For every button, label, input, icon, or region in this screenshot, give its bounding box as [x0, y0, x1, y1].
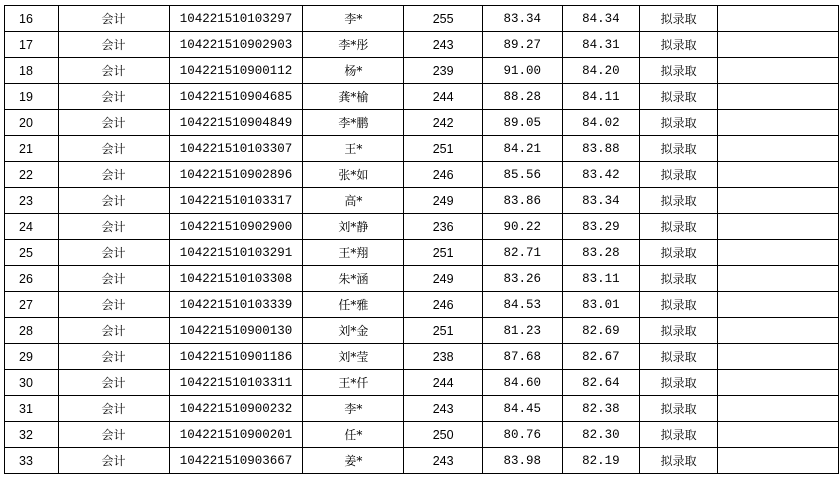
candidate-id-cell: 104221510103308: [169, 266, 303, 292]
note-cell: [717, 292, 838, 318]
candidate-name-cell: 任*: [303, 422, 404, 448]
table-row: [5, 136, 839, 162]
note-cell: [717, 32, 838, 58]
exam-score-cell: 242: [404, 110, 483, 136]
exam-score-cell: 243: [404, 448, 483, 474]
row-number-cell: 30: [5, 370, 59, 396]
table-row: [5, 84, 839, 110]
table-row: [5, 266, 839, 292]
candidate-name-cell: 张*如: [303, 162, 404, 188]
major-cell: 会计: [58, 58, 169, 84]
total-score-cell: 82.38: [562, 396, 640, 422]
candidate-name-cell: 刘*莹: [303, 344, 404, 370]
admission-table: [4, 5, 839, 474]
table-row: [5, 370, 839, 396]
row-number-cell: 33: [5, 448, 59, 474]
note-cell: [717, 6, 838, 32]
table-row: [5, 318, 839, 344]
row-number-cell: 22: [5, 162, 59, 188]
row-number-cell: 32: [5, 422, 59, 448]
table-row: [5, 58, 839, 84]
row-number-cell: 16: [5, 6, 59, 32]
major-cell: 会计: [58, 344, 169, 370]
status-cell: 拟录取: [640, 396, 718, 422]
exam-score-cell: 243: [404, 32, 483, 58]
candidate-name-cell: 高*: [303, 188, 404, 214]
exam-score-cell: 255: [404, 6, 483, 32]
candidate-id-cell: 104221510902900: [169, 214, 303, 240]
status-cell: 拟录取: [640, 266, 718, 292]
row-number-cell: 19: [5, 84, 59, 110]
total-score-cell: 83.28: [562, 240, 640, 266]
table-row: [5, 240, 839, 266]
major-cell: 会计: [58, 162, 169, 188]
note-cell: [717, 318, 838, 344]
table-row: [5, 32, 839, 58]
major-cell: 会计: [58, 318, 169, 344]
exam-score-cell: 236: [404, 214, 483, 240]
row-number-cell: 31: [5, 396, 59, 422]
status-cell: 拟录取: [640, 292, 718, 318]
note-cell: [717, 84, 838, 110]
interview-score-cell: 85.56: [482, 162, 562, 188]
candidate-name-cell: 杨*: [303, 58, 404, 84]
total-score-cell: 83.42: [562, 162, 640, 188]
status-cell: 拟录取: [640, 214, 718, 240]
status-cell: 拟录取: [640, 162, 718, 188]
interview-score-cell: 87.68: [482, 344, 562, 370]
total-score-cell: 82.69: [562, 318, 640, 344]
total-score-cell: 83.01: [562, 292, 640, 318]
interview-score-cell: 80.76: [482, 422, 562, 448]
major-cell: 会计: [58, 214, 169, 240]
interview-score-cell: 91.00: [482, 58, 562, 84]
status-cell: 拟录取: [640, 84, 718, 110]
table-row: [5, 214, 839, 240]
total-score-cell: 84.02: [562, 110, 640, 136]
candidate-id-cell: 104221510903667: [169, 448, 303, 474]
interview-score-cell: 89.27: [482, 32, 562, 58]
status-cell: 拟录取: [640, 110, 718, 136]
major-cell: 会计: [58, 396, 169, 422]
status-cell: 拟录取: [640, 344, 718, 370]
status-cell: 拟录取: [640, 188, 718, 214]
exam-score-cell: 251: [404, 136, 483, 162]
status-cell: 拟录取: [640, 422, 718, 448]
row-number-cell: 26: [5, 266, 59, 292]
candidate-id-cell: 104221510103291: [169, 240, 303, 266]
table-row: [5, 162, 839, 188]
interview-score-cell: 83.98: [482, 448, 562, 474]
candidate-id-cell: 104221510904685: [169, 84, 303, 110]
exam-score-cell: 251: [404, 318, 483, 344]
row-number-cell: 25: [5, 240, 59, 266]
major-cell: 会计: [58, 188, 169, 214]
status-cell: 拟录取: [640, 240, 718, 266]
major-cell: 会计: [58, 32, 169, 58]
exam-score-cell: 244: [404, 84, 483, 110]
major-cell: 会计: [58, 6, 169, 32]
total-score-cell: 84.31: [562, 32, 640, 58]
interview-score-cell: 82.71: [482, 240, 562, 266]
row-number-cell: 17: [5, 32, 59, 58]
status-cell: 拟录取: [640, 136, 718, 162]
candidate-name-cell: 姜*: [303, 448, 404, 474]
row-number-cell: 29: [5, 344, 59, 370]
total-score-cell: 83.34: [562, 188, 640, 214]
note-cell: [717, 344, 838, 370]
status-cell: 拟录取: [640, 448, 718, 474]
exam-score-cell: 244: [404, 370, 483, 396]
exam-score-cell: 246: [404, 162, 483, 188]
exam-score-cell: 250: [404, 422, 483, 448]
table-row: [5, 422, 839, 448]
note-cell: [717, 448, 838, 474]
candidate-name-cell: 任*雅: [303, 292, 404, 318]
note-cell: [717, 136, 838, 162]
row-number-cell: 21: [5, 136, 59, 162]
interview-score-cell: 84.21: [482, 136, 562, 162]
row-number-cell: 20: [5, 110, 59, 136]
table-body: [5, 6, 839, 474]
status-cell: 拟录取: [640, 318, 718, 344]
interview-score-cell: 83.34: [482, 6, 562, 32]
total-score-cell: 82.67: [562, 344, 640, 370]
table-row: [5, 110, 839, 136]
interview-score-cell: 84.53: [482, 292, 562, 318]
major-cell: 会计: [58, 292, 169, 318]
note-cell: [717, 422, 838, 448]
candidate-id-cell: 104221510902896: [169, 162, 303, 188]
exam-score-cell: 239: [404, 58, 483, 84]
major-cell: 会计: [58, 422, 169, 448]
candidate-id-cell: 104221510103307: [169, 136, 303, 162]
row-number-cell: 23: [5, 188, 59, 214]
interview-score-cell: 84.45: [482, 396, 562, 422]
candidate-name-cell: 刘*静: [303, 214, 404, 240]
total-score-cell: 83.29: [562, 214, 640, 240]
candidate-id-cell: 104221510900201: [169, 422, 303, 448]
row-number-cell: 24: [5, 214, 59, 240]
exam-score-cell: 243: [404, 396, 483, 422]
interview-score-cell: 83.26: [482, 266, 562, 292]
candidate-id-cell: 104221510103297: [169, 6, 303, 32]
row-number-cell: 28: [5, 318, 59, 344]
candidate-id-cell: 104221510901186: [169, 344, 303, 370]
candidate-name-cell: 朱*涵: [303, 266, 404, 292]
candidate-id-cell: 104221510902903: [169, 32, 303, 58]
total-score-cell: 84.20: [562, 58, 640, 84]
total-score-cell: 84.34: [562, 6, 640, 32]
candidate-name-cell: 刘*金: [303, 318, 404, 344]
note-cell: [717, 110, 838, 136]
total-score-cell: 82.30: [562, 422, 640, 448]
exam-score-cell: 238: [404, 344, 483, 370]
status-cell: 拟录取: [640, 370, 718, 396]
candidate-name-cell: 李*彤: [303, 32, 404, 58]
candidate-name-cell: 李*: [303, 396, 404, 422]
candidate-id-cell: 104221510900112: [169, 58, 303, 84]
note-cell: [717, 396, 838, 422]
candidate-name-cell: 王*翔: [303, 240, 404, 266]
exam-score-cell: 246: [404, 292, 483, 318]
major-cell: 会计: [58, 240, 169, 266]
candidate-id-cell: 104221510904849: [169, 110, 303, 136]
exam-score-cell: 249: [404, 266, 483, 292]
status-cell: 拟录取: [640, 32, 718, 58]
candidate-name-cell: 王*仟: [303, 370, 404, 396]
table-row: [5, 188, 839, 214]
interview-score-cell: 81.23: [482, 318, 562, 344]
table-row: [5, 6, 839, 32]
candidate-name-cell: 龚*榆: [303, 84, 404, 110]
row-number-cell: 18: [5, 58, 59, 84]
exam-score-cell: 251: [404, 240, 483, 266]
major-cell: 会计: [58, 266, 169, 292]
interview-score-cell: 90.22: [482, 214, 562, 240]
major-cell: 会计: [58, 370, 169, 396]
major-cell: 会计: [58, 84, 169, 110]
note-cell: [717, 240, 838, 266]
major-cell: 会计: [58, 136, 169, 162]
note-cell: [717, 188, 838, 214]
candidate-id-cell: 104221510103339: [169, 292, 303, 318]
candidate-id-cell: 104221510900232: [169, 396, 303, 422]
note-cell: [717, 266, 838, 292]
total-score-cell: 83.88: [562, 136, 640, 162]
interview-score-cell: 83.86: [482, 188, 562, 214]
exam-score-cell: 249: [404, 188, 483, 214]
table-row: [5, 396, 839, 422]
table-row: [5, 344, 839, 370]
candidate-name-cell: 王*: [303, 136, 404, 162]
candidate-id-cell: 104221510900130: [169, 318, 303, 344]
table-row: [5, 448, 839, 474]
total-score-cell: 82.19: [562, 448, 640, 474]
admission-table-grid: [4, 5, 839, 474]
note-cell: [717, 58, 838, 84]
interview-score-cell: 88.28: [482, 84, 562, 110]
interview-score-cell: 89.05: [482, 110, 562, 136]
candidate-id-cell: 104221510103311: [169, 370, 303, 396]
total-score-cell: 83.11: [562, 266, 640, 292]
status-cell: 拟录取: [640, 6, 718, 32]
total-score-cell: 82.64: [562, 370, 640, 396]
candidate-id-cell: 104221510103317: [169, 188, 303, 214]
note-cell: [717, 162, 838, 188]
interview-score-cell: 84.60: [482, 370, 562, 396]
note-cell: [717, 370, 838, 396]
status-cell: 拟录取: [640, 58, 718, 84]
candidate-name-cell: 李*鹏: [303, 110, 404, 136]
note-cell: [717, 214, 838, 240]
major-cell: 会计: [58, 448, 169, 474]
candidate-name-cell: 李*: [303, 6, 404, 32]
table-row: [5, 292, 839, 318]
total-score-cell: 84.11: [562, 84, 640, 110]
major-cell: 会计: [58, 110, 169, 136]
row-number-cell: 27: [5, 292, 59, 318]
